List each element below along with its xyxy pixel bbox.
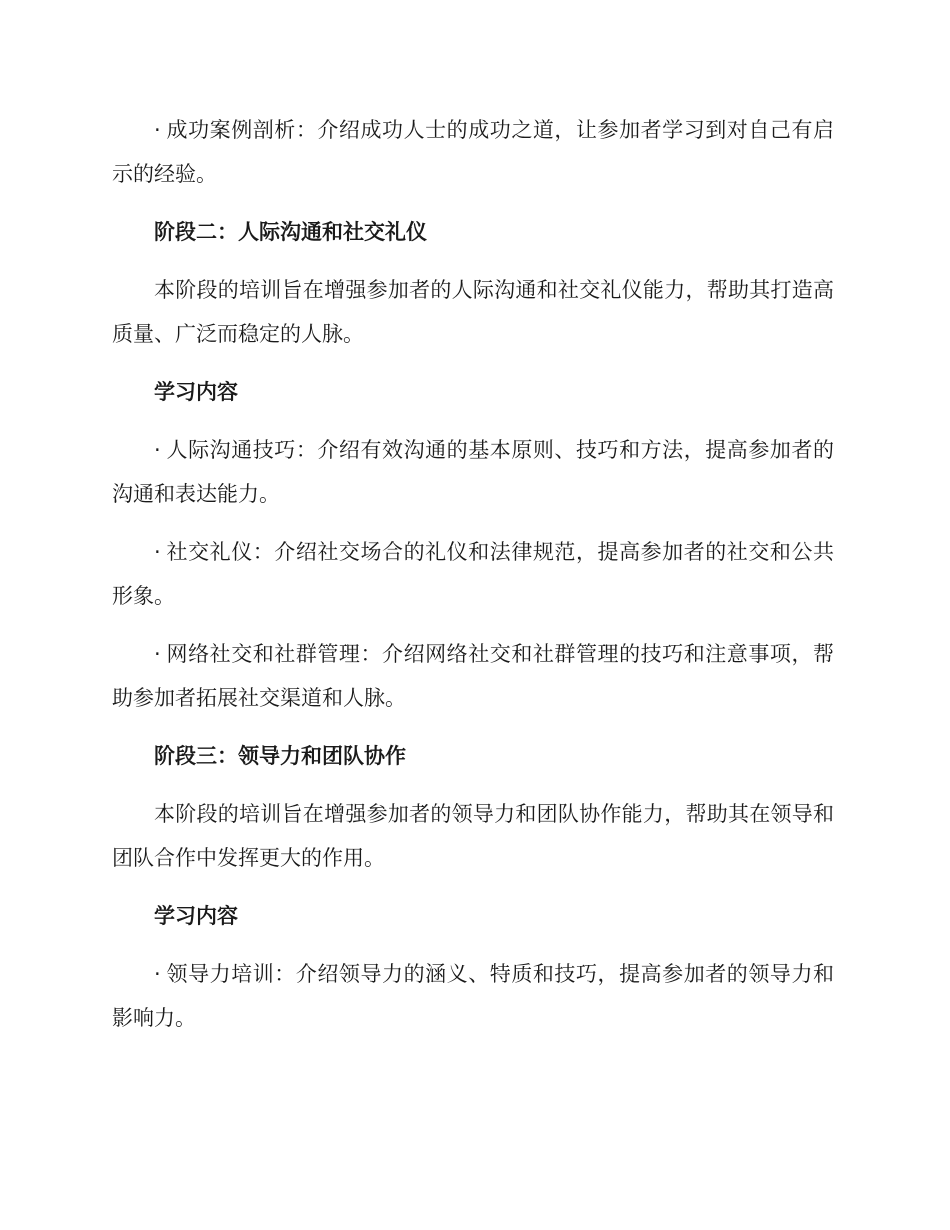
body-paragraph: 本阶段的培训旨在增强参加者的人际沟通和社交礼仪能力，帮助其打造高质量、广泛而稳定的人脉。 <box>112 278 834 346</box>
document-page <box>112 108 834 1054</box>
subsection-heading: 学习内容 <box>154 904 238 928</box>
section-heading: 阶段三：领导力和团队协作 <box>154 744 406 768</box>
bullet-dot: · <box>154 962 161 986</box>
bullet-text: 人际沟通技巧：介绍有效沟通的基本原则、技巧和方法，提高参加者的沟通和表达能力。 <box>112 438 834 506</box>
bullet-dot: · <box>154 118 161 142</box>
bullet-text: 社交礼仪：介绍社交场合的礼仪和法律规范，提高参加者的社交和公共形象。 <box>112 540 834 608</box>
bullet-text: 网络社交和社群管理：介绍网络社交和社群管理的技巧和注意事项，帮助参加者拓展社交渠道和人脉。 <box>112 642 834 710</box>
bullet-item <box>112 952 834 1040</box>
bullet-dot: · <box>154 540 161 564</box>
bullet-item <box>112 530 834 618</box>
bullet-text: 成功案例剖析：介绍成功人士的成功之道，让参加者学习到对自己有启示的经验。 <box>112 118 834 186</box>
bullet-item <box>112 108 834 196</box>
body-paragraph: 本阶段的培训旨在增强参加者的领导力和团队协作能力，帮助其在领导和团队合作中发挥更大的作用。 <box>112 802 834 870</box>
bullet-dot: · <box>154 438 161 462</box>
bullet-item <box>112 632 834 720</box>
section-heading: 阶段二：人际沟通和社交礼仪 <box>154 220 427 244</box>
bullet-text: 领导力培训：介绍领导力的涵义、特质和技巧，提高参加者的领导力和影响力。 <box>112 962 834 1030</box>
subsection-heading: 学习内容 <box>154 380 238 404</box>
bullet-item <box>112 428 834 516</box>
bullet-dot: · <box>154 642 161 666</box>
